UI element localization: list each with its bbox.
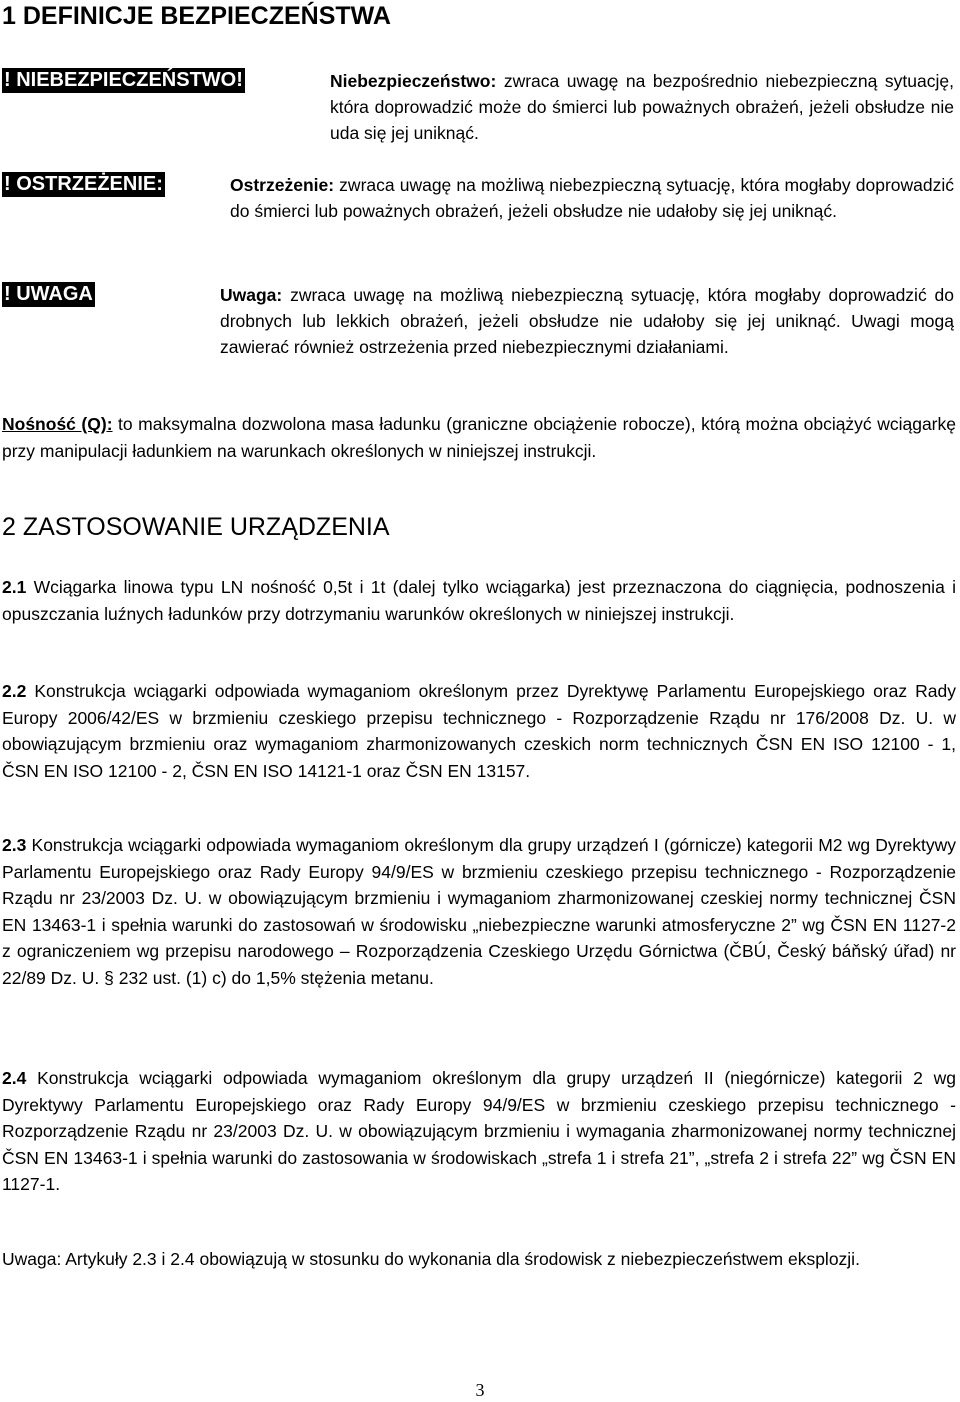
section-1-title: 1 DEFINICJE BEZPIECZEŃSTWA [2, 2, 391, 30]
warning-notice [2, 172, 954, 224]
paragraph-text: Konstrukcja wciągarki odpowiada wymaganiom określonym dla grupy urządzeń I (górnicze) kategorii M2 wg Dyrektywy Parlamentu Europejskiego oraz Rady Europy 94/9/ES w brzmieniu czeskiego przepisu technicznego - Rozporządzenie Rządu nr 23/2003 Dz. U. w obowiązującym brzmieniu i wymaganiom zharmonizowanej czeskiej normy technicznej ČSN EN 13463-1 i spełnia warunki do zastosowań w środowisku „niebezpieczne warunki atmosferyczne 2” wg ČSN EN 1127-2 z ograniczeniem wg przepisu narodowego – Rozporządzenia Czeskiego Urzędu Górnictwa (ČBÚ, Český báňský úřad) nr 22/89 Dz. U. § 232 ust. (1) c) do 1,5% stężenia metanu. [2, 835, 956, 988]
paragraph-2-4 [2, 1065, 956, 1198]
paragraph-text: Wciągarka linowa typu LN nośność 0,5t i 1t (dalej tylko wciągarka) jest przeznaczona do ciągnięcia, podnoszenia i opuszczania luźnych ładunków przy dotrzymaniu warunków określonych w niniejszej instrukcji. [2, 577, 956, 624]
warning-text: zwraca uwagę na możliwą niebezpieczną sytuację, która mogłaby doprowadzić do śmierci lub poważnych obrażeń, jeżeli obsłudze nie udałoby się jej uniknąć. [230, 175, 954, 221]
caution-notice [2, 282, 954, 360]
paragraph-text: Konstrukcja wciągarki odpowiada wymaganiom określonym przez Dyrektywę Parlamentu Europejskiego oraz Rady Europy 2006/42/ES w brzmieniu czeskiego przepisu technicznego - Rozporządzenie Rządu nr 176/2008 Dz. U. w obowiązującym brzmieniu oraz wymaganiom zharmonizowanych czeskich norm technicznych ČSN EN ISO 12100 - 1, ČSN EN ISO 12100 - 2, ČSN EN ISO 14121-1 oraz ČSN EN 13157. [2, 681, 956, 781]
warning-tag: ! OSTRZEŻENIE: [4, 173, 163, 195]
paragraph-2-3 [2, 832, 956, 992]
paragraph-number: 2.3 [2, 835, 27, 855]
capacity-term: Nośność (Q): [2, 414, 113, 434]
danger-notice [2, 68, 954, 146]
section-2-title: 2 ZASTOSOWANIE URZĄDZENIA [2, 513, 390, 541]
capacity-text: to maksymalna dozwolona masa ładunku (graniczne obciążenie robocze), którą można obciążyć wciągarkę przy manipulacji ładunkiem na warunkach określonych w niniejszej instrukcji. [2, 414, 956, 461]
danger-lead: Niebezpieczeństwo: [330, 71, 497, 91]
caution-tag: ! UWAGA [4, 283, 93, 305]
warning-lead: Ostrzeżenie: [230, 175, 335, 195]
paragraph-number: 2.2 [2, 681, 27, 701]
paragraph-2-1 [2, 574, 956, 627]
capacity-definition [2, 411, 956, 464]
caution-text: zwraca uwagę na możliwą niebezpieczną sytuację, która mogłaby doprowadzić do drobnych lub lekkich obrażeń, jeżeli obsłudze nie udałoby się jej uniknąć. Uwagi mogą zawierać również ostrzeżenia przed niebezpiecznymi działaniami. [220, 285, 954, 357]
explosion-note: Uwaga: Artykuły 2.3 i 2.4 obowiązują w stosunku do wykonania dla środowisk z niebezpieczeństwem eksplozji. [2, 1249, 860, 1269]
caution-lead: Uwaga: [220, 285, 283, 305]
danger-text: zwraca uwagę na bezpośrednio niebezpieczną sytuację, która doprowadzić może do śmierci lub poważnych obrażeń, jeżeli obsłudze nie uda się jej uniknąć. [330, 71, 954, 143]
danger-tag: ! NIEBEZPIECZEŃSTWO! [4, 69, 243, 91]
caution-text-block [2, 282, 954, 360]
paragraph-text: Konstrukcja wciągarki odpowiada wymaganiom określonym dla grupy urządzeń II (niegórnicze) kategorii 2 wg Dyrektywy Parlamentu Europejskiego oraz Rady Europy 94/9/ES w brzmieniu czeskiego przepisu technicznego - Rozporządzenie Rządu nr 23/2003 Dz. U. w obowiązującym brzmieniu i wymagania zharmonizowanej normy technicznej ČSN EN 13463-1 i spełnia warunki do zastosowania w środowiskach „strefa 1 i strefa 21”, „strefa 2 i strefa 22” wg ČSN EN 1127-1. [2, 1068, 956, 1195]
paragraph-number: 2.4 [2, 1068, 27, 1088]
paragraph-2-2 [2, 678, 956, 784]
page-number: 3 [475, 1380, 485, 1400]
paragraph-number: 2.1 [2, 577, 27, 597]
